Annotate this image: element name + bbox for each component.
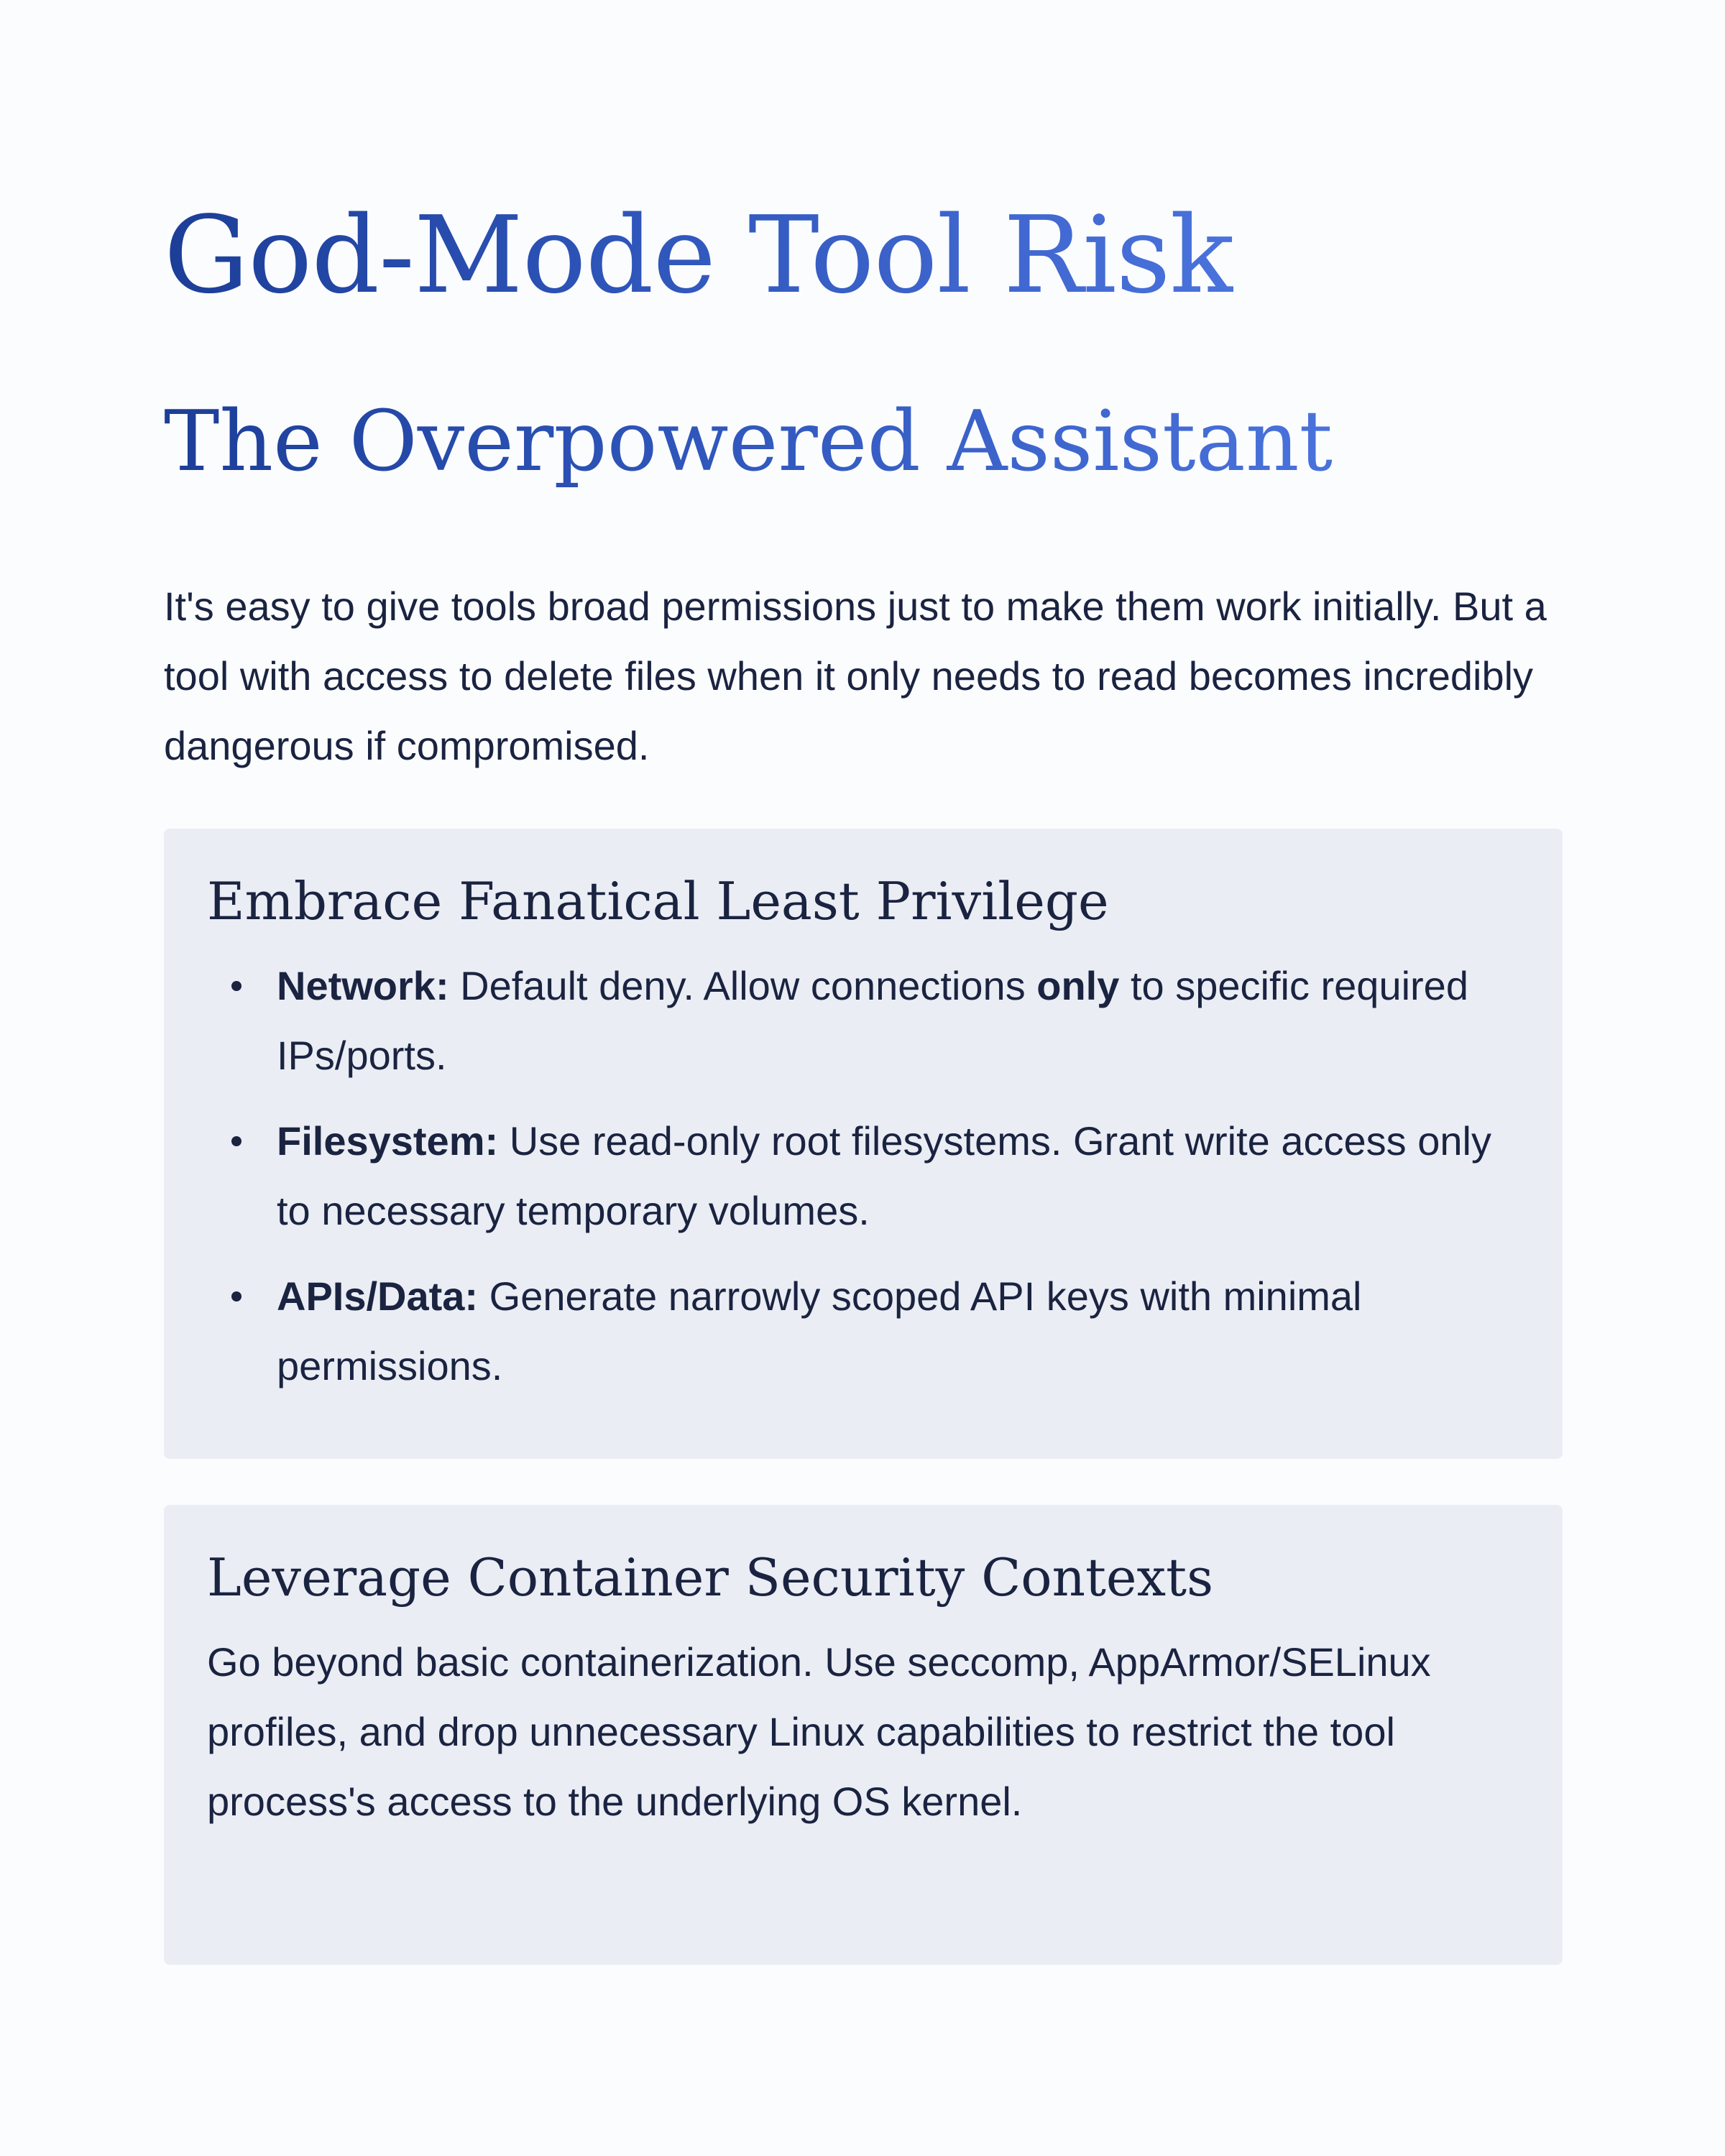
list-item-apis-data <box>207 1261 1519 1401</box>
least-privilege-card-title: Embrace Fanatical Least Privilege <box>207 871 1109 931</box>
page-title: God-Mode Tool Risk <box>164 193 1234 317</box>
filesystem-text: Use read-only root filesystems. Grant write access only to necessary temporary volumes. <box>277 1118 1491 1234</box>
filesystem-label: Filesystem: <box>277 1118 499 1164</box>
page-subtitle: The Overpowered Assistant <box>164 393 1333 490</box>
bullet-dot-icon <box>231 981 242 991</box>
least-privilege-card <box>164 829 1563 1459</box>
network-label: Network: <box>277 963 449 1009</box>
apis-data-label: APIs/Data: <box>277 1273 479 1319</box>
container-security-card <box>164 1505 1563 1965</box>
intro-paragraph: It's easy to give tools broad permissions just to make them work initially. But a tool with access to delete files when it only needs to read becomes incredibly dangerous if compromised. <box>164 584 1547 768</box>
container-security-card-title: Leverage Container Security Contexts <box>207 1547 1214 1608</box>
list-item-filesystem <box>207 1106 1519 1245</box>
bullet-dot-icon <box>231 1291 242 1302</box>
network-text-before: Default deny. Allow connections <box>448 963 1037 1009</box>
bullet-dot-icon <box>231 1136 242 1146</box>
list-item-network <box>207 951 1519 1090</box>
least-privilege-list <box>207 951 1519 1401</box>
apis-data-text: Generate narrowly scoped API keys with minimal permissions. <box>277 1273 1362 1389</box>
container-security-body: Go beyond basic containerization. Use seccomp, AppArmor/SELinux profiles, and drop unnecessary Linux capabilities to restrict the tool process's access to the underlying OS kernel. <box>207 1639 1431 1825</box>
network-text-after: to specific required IPs/ports. <box>277 963 1468 1079</box>
network-emphasis: only <box>1036 963 1120 1009</box>
